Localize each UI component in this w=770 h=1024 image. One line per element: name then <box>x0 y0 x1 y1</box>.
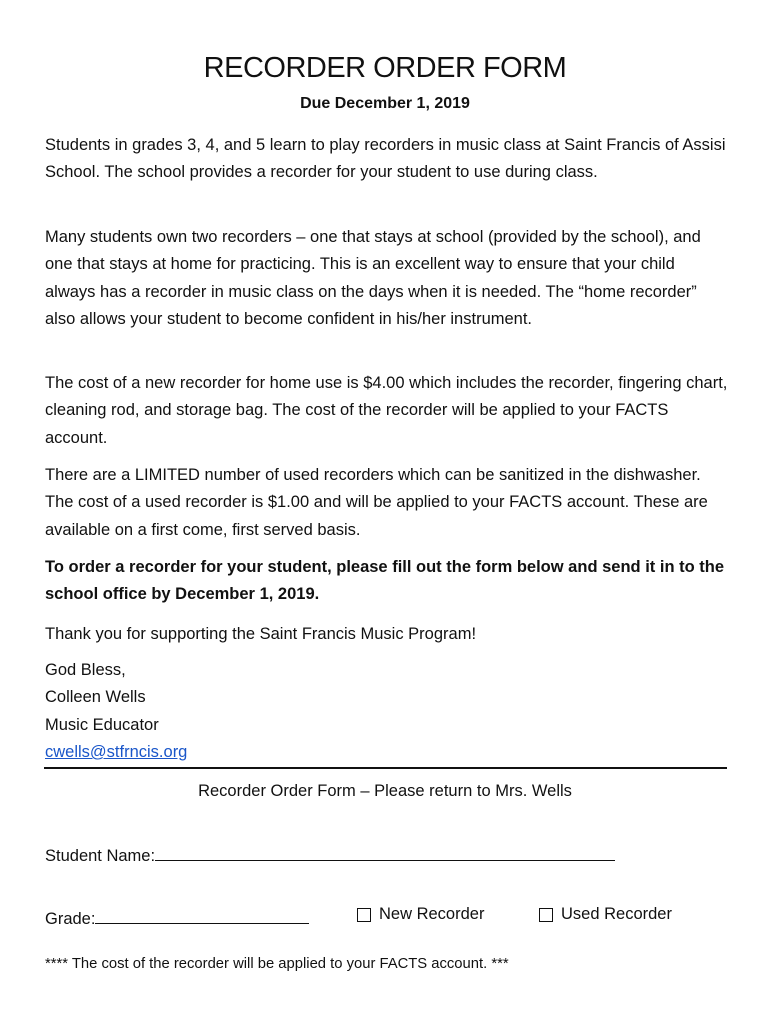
used-recorder-label: Used Recorder <box>561 905 672 923</box>
two-recorders-paragraph: Many students own two recorders – one that stays at school (provided by the school), and one that stays at home for practicing. This is an excellent way to ensure that your child always has a recorder in music class on the days when it is needed. The “home recorder” also allows your student to become confident in his/her instrument. <box>45 228 701 328</box>
used-recorder-checkbox[interactable] <box>539 908 553 922</box>
divider <box>44 767 727 769</box>
student-name-field[interactable] <box>155 842 615 861</box>
new-recorder-checkbox[interactable] <box>357 908 371 922</box>
new-recorder-option[interactable] <box>357 905 484 924</box>
grade-field[interactable] <box>95 905 309 924</box>
due-date: Due December 1, 2019 <box>300 95 470 112</box>
email-link[interactable]: cwells@stfrncis.org <box>45 742 188 761</box>
order-instructions: To order a recorder for your student, please fill out the form below and send it in to the school office by December 1, 2019. <box>45 558 725 604</box>
grade-label: Grade: <box>45 910 96 928</box>
signature-closing: God Bless, <box>45 661 126 679</box>
signature-name: Colleen Wells <box>45 688 146 707</box>
thank-you-line: Thank you for supporting the Saint Francis Music Program! <box>45 625 477 643</box>
page-title: RECORDER ORDER FORM <box>203 52 567 84</box>
used-cost-paragraph: There are a LIMITED number of used recorders which can be sanitized in the dishwasher. The cost of a used recorder is $1.00 and will be applied to your FACTS account. These are available on a first come, first served basis. <box>45 466 708 539</box>
signature-block <box>45 657 729 766</box>
signature-role: Music Educator <box>45 715 159 734</box>
grade-row <box>45 905 729 929</box>
student-name-row <box>45 842 615 866</box>
new-cost-paragraph: The cost of a new recorder for home use is $4.00 which includes the recorder, fingering chart, cleaning rod, and storage bag. The cost of the recorder will be applied to your FACTS account. <box>45 374 728 447</box>
intro-paragraph: Students in grades 3, 4, and 5 learn to play recorders in music class at Saint Francis of Assisi School. The school provides a recorder for your student to use during class. <box>45 136 726 182</box>
student-name-label: Student Name: <box>45 847 156 865</box>
used-recorder-option[interactable] <box>539 905 672 924</box>
facts-note: **** The cost of the recorder will be applied to your FACTS account. *** <box>45 956 509 972</box>
form-heading: Recorder Order Form – Please return to Mrs. Wells <box>198 782 572 800</box>
new-recorder-label: New Recorder <box>379 905 485 923</box>
